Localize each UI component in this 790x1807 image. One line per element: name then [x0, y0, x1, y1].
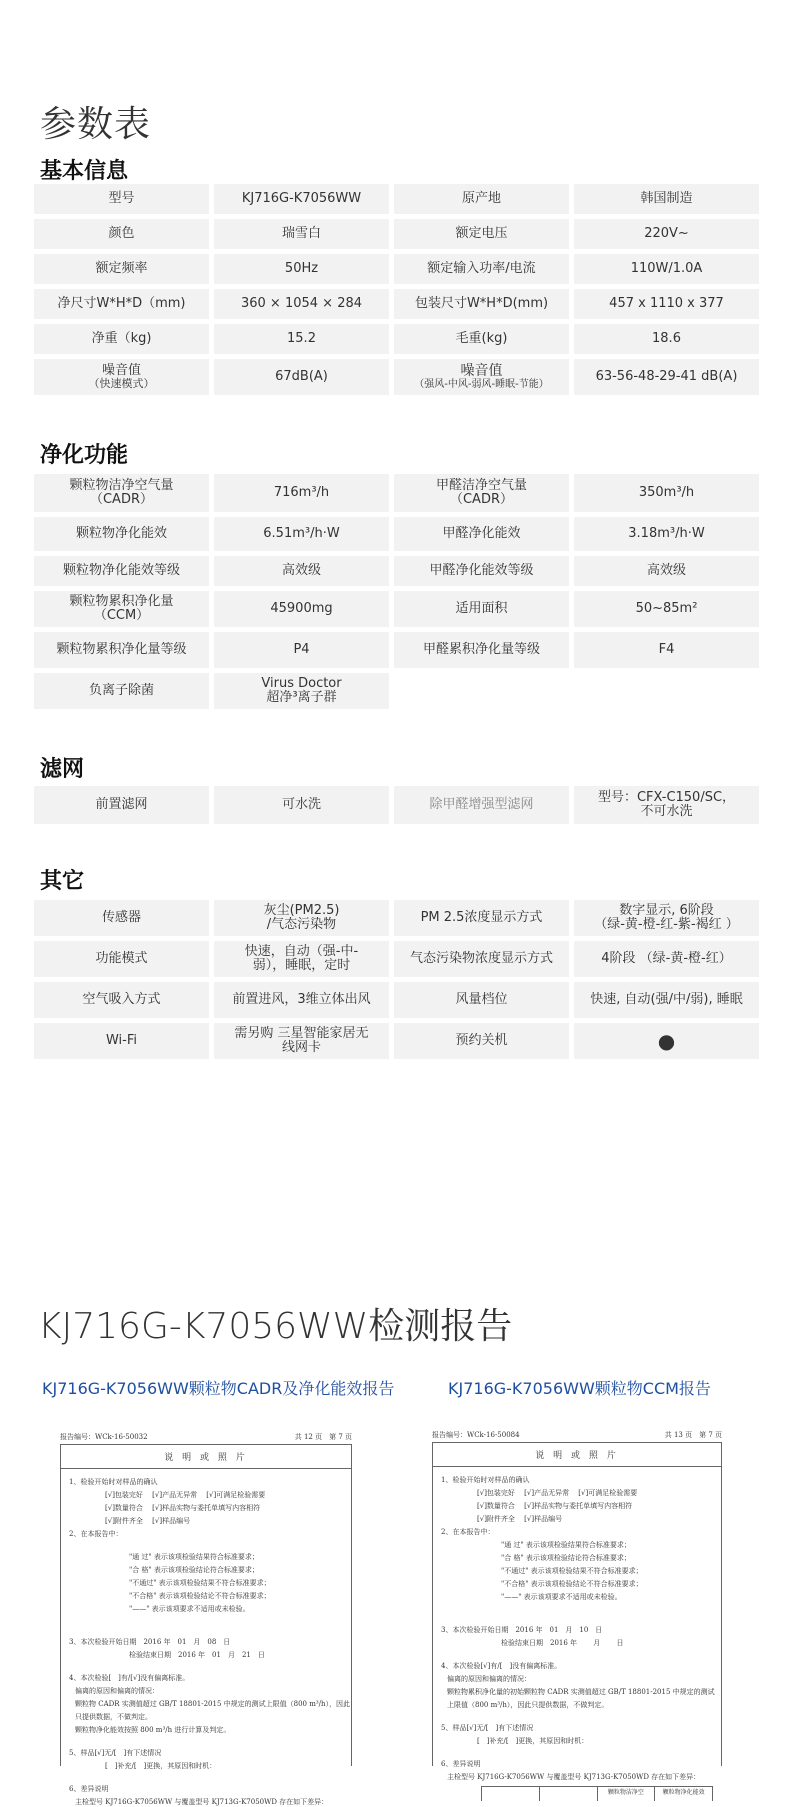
param-value-dot — [574, 1023, 759, 1059]
param-label — [394, 474, 569, 512]
param-value: 瑞雪白 — [214, 219, 389, 249]
ccm-label-line1: 颗粒物累积净化量 — [69, 593, 174, 609]
doc-box-title: 说 明 或 照 片 — [433, 1443, 721, 1467]
basic-info-table — [34, 184, 766, 395]
param-label: Wi-Fi — [34, 1023, 209, 1059]
param-label: 净尺寸W*H*D（mm) — [34, 289, 209, 319]
doc-line: [√]包装完好 [√]产品无异常 [√]可满足检验需要 — [477, 1489, 638, 1497]
doc-line: 只提供数据，不做判定。 — [75, 1713, 152, 1721]
ion-value-line2: 超净³离子群 — [266, 690, 337, 705]
param-value-noise-levels: 63-56-48-29-41 dB(A) — [574, 359, 759, 395]
doc-line: 2、在本报告中： — [69, 1530, 123, 1538]
param-value — [574, 900, 759, 936]
section-title-other: 其它 — [40, 869, 85, 894]
param-label: 颗粒物净化能效 — [34, 517, 209, 551]
diff-th: 颗粒物净化能效 — [662, 1789, 705, 1796]
ion-value-line1: Virus Doctor — [261, 675, 342, 691]
doc-line: 颗粒物累积净化量的初始颗粒物 CADR 实测值超过 GB/T 18801-2015 中规定的测试 — [447, 1688, 715, 1696]
doc-line: 6、差异说明 — [69, 1785, 109, 1793]
param-label: 预约关机 — [394, 1023, 569, 1059]
param-value: 韩国制造 — [574, 184, 759, 214]
param-label: 甲醛净化能效等级 — [394, 556, 569, 586]
doc-line: 检验结束日期 2016 年 月 日 — [501, 1639, 624, 1647]
doc-line: [√]附件齐全 [√]样品编号 — [105, 1517, 191, 1525]
empty-cell — [394, 673, 569, 709]
enh-value-line2: 不可水洗 — [640, 804, 693, 819]
doc-line: "不通过" 表示该项检验结果不符合标准要求； — [129, 1579, 271, 1587]
sensor-value-line2: /气态污染物 — [266, 917, 337, 932]
report-scan-cadr[interactable] — [60, 1432, 352, 1806]
param-value — [214, 1023, 389, 1059]
doc-header — [60, 1432, 352, 1442]
empty-cell — [574, 673, 759, 709]
doc-line: "合 格" 表示该项检验结论符合标准要求； — [501, 1554, 631, 1562]
doc-line: "不合格" 表示该项检验结论不符合标准要求； — [129, 1592, 271, 1600]
doc-line: [√]数量符合 [√]样品实物与委托单填写内容相符 — [105, 1504, 261, 1512]
param-label: 气态污染物浓度显示方式 — [394, 941, 569, 977]
param-label: 风量档位 — [394, 982, 569, 1018]
doc-line: 检验结束日期 2016 年 01 月 21 日 — [129, 1651, 265, 1659]
param-label: 甲醛累积净化量等级 — [394, 632, 569, 668]
param-label: 适用面积 — [394, 591, 569, 627]
cadr-label-line1: 颗粒物洁净空气量 — [69, 477, 174, 493]
param-label-noise-levels — [394, 359, 569, 395]
param-label: 颗粒物累积净化量等级 — [34, 632, 209, 668]
param-label: 额定电压 — [394, 219, 569, 249]
wifi-value-line1: 需另购 三星智能家居无 — [234, 1025, 369, 1041]
doc-line: 偏离的原因和偏离的情况： — [75, 1687, 159, 1695]
filter-table — [34, 786, 766, 824]
noise-label-main: 噪音值 — [101, 362, 141, 378]
report-number: 报告编号：WCk-16-50032 — [60, 1433, 148, 1441]
purify-table — [34, 474, 766, 709]
param-label: 空气吸入方式 — [34, 982, 209, 1018]
param-value: 360 × 1054 × 284 — [214, 289, 389, 319]
param-value-noise: 67dB(A) — [214, 359, 389, 395]
doc-line: "不合格" 表示该项检验结论不符合标准要求； — [501, 1580, 643, 1588]
param-label: 甲醛净化能效 — [394, 517, 569, 551]
param-value: 3.18m³/h·W — [574, 517, 759, 551]
supported-dot: ● — [657, 1029, 676, 1053]
param-value: 4阶段 （绿-黄-橙-红） — [574, 941, 759, 977]
doc-line: 主检型号 KJ716G-K7056WW 与覆盖型号 KJ713G-K7050WD 存在如下差异： — [75, 1798, 329, 1806]
param-value: 前置进风，3维立体出风 — [214, 982, 389, 1018]
diff-table-header — [481, 1786, 713, 1801]
page-number: 共 13 页 第 7 页 — [664, 1431, 722, 1439]
param-value — [214, 900, 389, 936]
doc-line: 偏离的原因和偏离的情况： — [447, 1675, 531, 1683]
param-label: 传感器 — [34, 900, 209, 936]
param-value: 350m³/h — [574, 474, 759, 512]
param-value: 716m³/h — [214, 474, 389, 512]
doc-line: "通 过" 表示该项检验结果符合标准要求； — [129, 1553, 259, 1561]
param-value: 50Hz — [214, 254, 389, 284]
param-value: 220V~ — [574, 219, 759, 249]
doc-line: 2、在本报告中： — [441, 1528, 495, 1536]
other-table — [34, 900, 766, 1059]
param-label: 前置滤网 — [34, 786, 209, 824]
pm-display-line1: 数字显示, 6阶段 — [619, 902, 714, 918]
wifi-value-line2: 线网卡 — [281, 1040, 321, 1055]
param-value: 457 x 1110 x 377 — [574, 289, 759, 319]
doc-line: 1、检验开始时对样品的确认 — [441, 1476, 530, 1484]
doc-line: [√]包装完好 [√]产品无异常 [√]可满足检验需要 — [105, 1491, 266, 1499]
mode-value-line1: 快速，自动（强-中- — [244, 943, 359, 959]
param-label: 额定输入功率/电流 — [394, 254, 569, 284]
doc-line: 6、差异说明 — [441, 1760, 481, 1768]
param-label: 毛重(kg) — [394, 324, 569, 354]
param-label: 净重（kg) — [34, 324, 209, 354]
param-label-noise — [34, 359, 209, 395]
doc-line: 上限值（800 m³/h），因此只提供数据，不做判定。 — [447, 1701, 609, 1709]
sensor-value-line1: 灰尘(PM2.5) — [263, 902, 340, 918]
param-label: 颗粒物净化能效等级 — [34, 556, 209, 586]
param-label: 额定频率 — [34, 254, 209, 284]
doc-line: "通 过" 表示该项检验结果符合标准要求； — [501, 1541, 631, 1549]
param-value: 45900mg — [214, 591, 389, 627]
param-label: 负离子除菌 — [34, 673, 209, 709]
doc-line: 4、本次检验[ ]有/[√]没有偏离标准。 — [69, 1674, 190, 1682]
doc-line: 颗粒物 CADR 实测值超过 GB/T 18801-2015 中规定的测试上限值（800 m³/h），因此 — [75, 1700, 351, 1708]
param-value: KJ716G-K7056WW — [214, 184, 389, 214]
param-label — [34, 474, 209, 512]
doc-line: 5、样品[√]无/[ ]有下述情况 — [441, 1724, 534, 1732]
param-value: 50~85m² — [574, 591, 759, 627]
report-link-cadr[interactable]: KJ716G-K7056WW颗粒物CADR及净化能效报告 — [42, 1379, 395, 1398]
param-label: 型号 — [34, 184, 209, 214]
report-link-ccm[interactable]: KJ716G-K7056WW颗粒物CCM报告 — [448, 1379, 711, 1398]
param-label: 原产地 — [394, 184, 569, 214]
param-value: 高效级 — [214, 556, 389, 586]
cadr-label-line2: （CADR） — [89, 492, 153, 507]
ccm-label-line2: （CCM） — [93, 608, 150, 623]
param-value — [214, 941, 389, 977]
doc-line: [√]附件齐全 [√]样品编号 — [477, 1515, 563, 1523]
param-value: 18.6 — [574, 324, 759, 354]
section-title-filter: 滤网 — [40, 757, 85, 782]
param-label — [34, 591, 209, 627]
param-value: 110W/1.0A — [574, 254, 759, 284]
param-value — [574, 786, 759, 824]
doc-body — [60, 1444, 352, 1806]
param-value: 可水洗 — [214, 786, 389, 824]
doc-line: "合 格" 表示该项检验结论符合标准要求； — [129, 1566, 259, 1574]
doc-line: 颗粒物净化能效按照 800 m³/h 进行计算及判定。 — [75, 1726, 231, 1734]
report-scan-ccm[interactable] — [432, 1430, 722, 1796]
section-title-purify: 净化功能 — [40, 443, 129, 468]
diff-th: 颗粒物洁净空 — [598, 1787, 656, 1801]
noise-label-sub: （快速模式） — [88, 377, 155, 391]
doc-line: 3、本次检验开始日期 2016 年 01 月 08 日 — [69, 1638, 231, 1646]
mode-value-line2: 弱），睡眠，定时 — [252, 958, 351, 973]
param-label: 包装尺寸W*H*D(mm) — [394, 289, 569, 319]
doc-box-title: 说 明 或 照 片 — [61, 1445, 351, 1469]
doc-line: 5、样品[√]无/[ ]有下述情况 — [69, 1749, 162, 1757]
doc-line: 4、本次检验[√]有/[ ]没有偏离标准。 — [441, 1662, 562, 1670]
form-cadr-label-line1: 甲醛洁净空气量 — [435, 477, 527, 493]
param-label: 功能模式 — [34, 941, 209, 977]
param-label: PM 2.5浓度显示方式 — [394, 900, 569, 936]
doc-body — [432, 1442, 722, 1796]
param-value — [214, 673, 389, 709]
param-value: 高效级 — [574, 556, 759, 586]
param-value: F4 — [574, 632, 759, 668]
noise2-label-main: 噪音值 — [460, 362, 503, 379]
param-value: P4 — [214, 632, 389, 668]
param-value: 15.2 — [214, 324, 389, 354]
doc-line: "不通过" 表示该项检验结果不符合标准要求； — [501, 1567, 643, 1575]
doc-line: 1、检验开始时对样品的确认 — [69, 1478, 158, 1486]
report-number: 报告编号：WCk-16-50084 — [432, 1431, 520, 1439]
enh-value-line1: 型号：CFX-C150/SC， — [597, 789, 736, 805]
doc-line: 主检型号 KJ716G-K7056WW 与覆盖型号 KJ713G-K7050WD 存在如下差异： — [447, 1773, 701, 1781]
form-cadr-label-line2: （CADR） — [449, 492, 513, 507]
doc-line: [ ]补充/[ ]更换，其原因和时机： — [477, 1737, 589, 1745]
doc-header — [432, 1430, 722, 1440]
noise2-label-sub: （强风-中风-弱风-睡眠-节能） — [414, 379, 549, 391]
section-title-basic: 基本信息 — [40, 159, 129, 184]
doc-line: [√]数量符合 [√]样品实物与委托单填写内容相符 — [477, 1502, 633, 1510]
page-title: 参数表 — [40, 104, 152, 145]
param-value: 6.51m³/h·W — [214, 517, 389, 551]
param-label: 除甲醛增强型滤网 — [394, 786, 569, 824]
page-number: 共 12 页 第 7 页 — [294, 1433, 352, 1441]
pm-display-line2: （绿-黄-橙-红-紫-褐红 ） — [594, 917, 739, 932]
report-title: KJ716G-K7056WW检测报告 — [38, 1306, 513, 1347]
doc-line: "——" 表示该项要求不适用或未检验。 — [501, 1593, 622, 1601]
doc-line: 3、本次检验开始日期 2016 年 01 月 10 日 — [441, 1626, 603, 1634]
doc-line: "——" 表示该项要求不适用或未检验。 — [129, 1605, 250, 1613]
param-value: 快速, 自动(强/中/弱), 睡眠 — [574, 982, 759, 1018]
doc-line: [ ]补充/[ ]更换，其原因和时机： — [105, 1762, 217, 1770]
param-label: 颜色 — [34, 219, 209, 249]
